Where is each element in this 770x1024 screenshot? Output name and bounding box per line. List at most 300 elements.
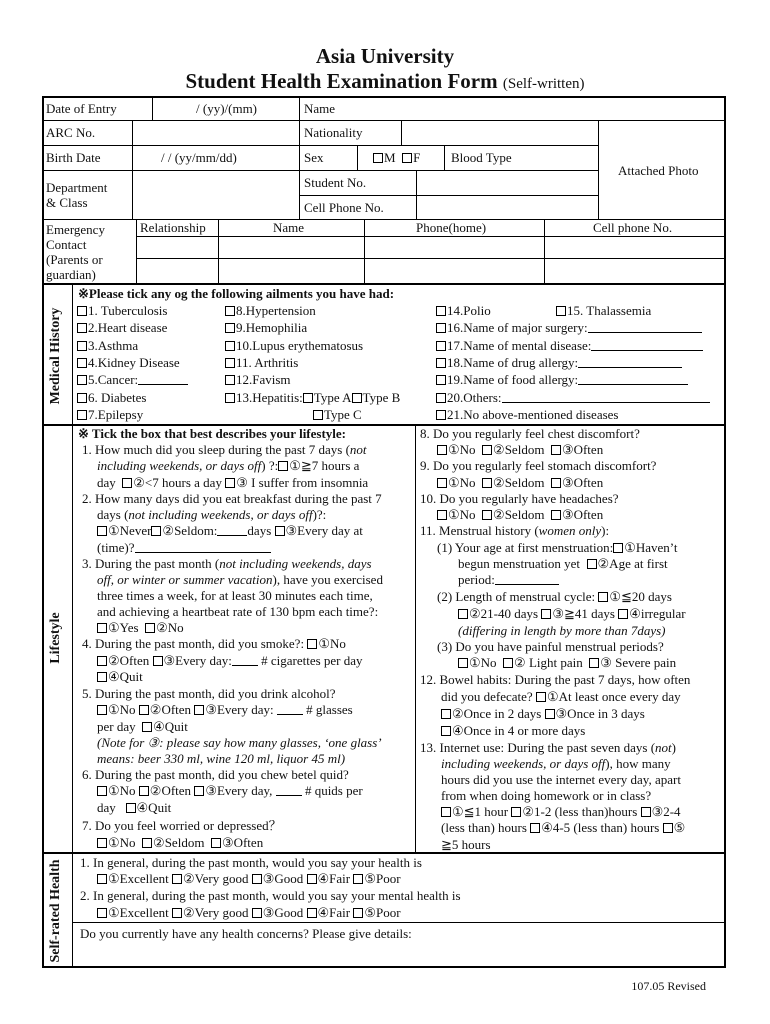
self-rated-q1-options <box>97 871 401 888</box>
col-divider <box>136 219 137 283</box>
rating-label: ①Excellent <box>108 905 169 920</box>
q4-opt2-label: ②Often <box>108 653 150 668</box>
q13-line-b <box>441 756 671 773</box>
q5-opt3-label: ③Every day: <box>205 702 274 717</box>
self-rated-section-label: Self-rated Health <box>48 859 63 963</box>
q5-note-line-2: means: beer 330 ml, wine 120 ml, liquor 45 ml) <box>97 751 346 766</box>
ailment-detail-blank[interactable] <box>588 321 702 333</box>
ailment-label: 2.Heart disease <box>88 320 168 336</box>
ailment-checkbox[interactable] <box>436 306 446 316</box>
ailment-checkbox[interactable] <box>436 375 446 385</box>
emergency-label-3: (Parents or <box>46 252 103 267</box>
q11-3-opt3-checkbox[interactable] <box>589 658 599 668</box>
thalassemia-checkbox[interactable] <box>556 306 566 316</box>
q2-opt1-checkbox[interactable] <box>97 526 107 536</box>
q1-text-italic: including weekends, or days off <box>97 458 262 473</box>
q8-opt3-label: ③Often <box>561 442 604 457</box>
q11-3-opt1-label: ①No <box>469 655 497 670</box>
q11-text: ): <box>601 523 610 538</box>
q5-opt3-checkbox[interactable] <box>194 705 204 715</box>
ailment-detail-blank[interactable] <box>578 356 682 368</box>
ailment-item[interactable] <box>77 390 146 407</box>
q1-line-a <box>82 442 367 459</box>
q11-3-opt2-label: ② Light pain <box>514 655 583 670</box>
ailment-label: 14.Polio <box>447 303 491 318</box>
q11-text: 11. Menstrual history ( <box>420 523 539 538</box>
q3-no-checkbox[interactable] <box>145 623 155 633</box>
ailment-detail-blank[interactable] <box>502 391 710 403</box>
q8-opt2-label: ②Seldom <box>493 442 545 457</box>
q10-line-a: 10. Do you regularly have headaches? <box>420 491 619 506</box>
ailment-label: 11. Arthritis <box>236 354 299 370</box>
q4-line-a <box>82 636 346 653</box>
col-divider <box>598 120 599 219</box>
row-divider <box>136 258 726 259</box>
ailment-item[interactable] <box>77 338 138 355</box>
q4-line-b <box>97 653 363 670</box>
ailment-checkbox[interactable] <box>77 323 87 333</box>
col-divider <box>364 219 365 283</box>
health-concerns-input[interactable] <box>74 944 724 966</box>
q11-2-opt1-checkbox[interactable] <box>598 592 608 602</box>
ailment-checkbox[interactable] <box>225 323 235 333</box>
q11-2-opt1-label: ①≦20 days <box>609 589 672 604</box>
row-divider <box>299 195 598 196</box>
col-divider <box>401 120 402 145</box>
hepatitis-type-checkbox[interactable] <box>352 393 362 403</box>
ailment-checkbox[interactable] <box>436 323 446 333</box>
ailment-label: 16.Name of major surgery: <box>447 320 588 336</box>
q2-text: )?: <box>312 507 327 522</box>
medical-heading: ※Please tick any og the following ailments you have had: <box>78 286 395 301</box>
q1-opt1-checkbox[interactable] <box>278 461 288 471</box>
q6-quids-blank[interactable] <box>276 784 302 796</box>
rating-checkbox[interactable] <box>307 908 317 918</box>
q11-3-opt3-label: ③ Severe pain <box>600 655 677 670</box>
ailment-label: Type C <box>324 406 362 422</box>
q2-opt3-checkbox[interactable] <box>275 526 285 536</box>
rating-label: ②Very good <box>183 905 249 920</box>
q12-line-b <box>441 689 681 706</box>
q9-opt3-checkbox[interactable] <box>551 478 561 488</box>
q13-text-italic: including weekends, or days off <box>441 756 606 771</box>
q12-opt2-checkbox[interactable] <box>441 709 451 719</box>
q3-yes-checkbox[interactable] <box>97 623 107 633</box>
section-divider <box>42 283 726 285</box>
q11-3-opt1-checkbox[interactable] <box>458 658 468 668</box>
ailment-detail-blank[interactable] <box>138 373 188 385</box>
ailment-item[interactable] <box>313 407 362 424</box>
q11-1-opt1-label: ①Haven’t <box>624 540 678 555</box>
birth-date-format: / / (yy/mm/dd) <box>161 150 237 165</box>
q11-3-opt2-checkbox[interactable] <box>503 658 513 668</box>
q11-2-line-a <box>437 589 672 606</box>
ailment-label: 13.Hepatitis: <box>236 389 303 405</box>
sex-label: Sex <box>304 150 324 165</box>
q4-cigarettes-label: # cigarettes per day <box>261 653 363 668</box>
q2-opt1-label: ①Never <box>108 523 152 538</box>
q2-days-blank[interactable] <box>217 524 247 536</box>
ailment-checkbox[interactable] <box>436 393 446 403</box>
ailment-checkbox[interactable] <box>225 306 235 316</box>
medical-history-section-label: Medical History <box>48 307 63 405</box>
birth-date-label: Birth Date <box>46 150 101 165</box>
q4-opt2-checkbox[interactable] <box>97 656 107 666</box>
self-rated-q1: 1. In general, during the past month, would you say your health is <box>80 855 422 870</box>
ailment-item[interactable] <box>436 338 703 355</box>
lifestyle-heading: ※ Tick the box that best describes your lifestyle: <box>78 426 346 441</box>
ailment-checkbox[interactable] <box>77 358 87 368</box>
col-divider <box>132 120 133 219</box>
self-rated-q2: 2. In general, during the past month, would you say your mental health is <box>80 888 461 903</box>
ailment-label: 19.Name of food allergy: <box>447 372 579 388</box>
q1-opt2-checkbox[interactable] <box>122 478 132 488</box>
q9-line-a: 9. Do you regularly feel stomach discomfort? <box>420 458 657 473</box>
q5-text: per day <box>97 719 136 734</box>
q6-opt3-checkbox[interactable] <box>194 786 204 796</box>
q7-opt2-checkbox[interactable] <box>142 838 152 848</box>
q11-2-opt4-checkbox[interactable] <box>618 609 628 619</box>
q3-line-e <box>97 620 184 637</box>
ailment-item[interactable] <box>436 320 702 337</box>
sex-options <box>373 150 420 166</box>
q3-line-b <box>97 572 383 589</box>
class-label: & Class <box>46 195 88 210</box>
q11-2-opt3-checkbox[interactable] <box>541 609 551 619</box>
rating-label: ④Fair <box>317 905 351 920</box>
q3-line-d: and achieving a heartbeat rate of 130 bpm each time?: <box>97 604 379 619</box>
q4-opt1-label: ①No <box>318 636 346 651</box>
q5-opt4-label: ④Quit <box>153 719 188 734</box>
q13-opt2-label: ②1-2 (less than)hours <box>522 804 638 819</box>
q11-1-text: period: <box>458 572 495 587</box>
rating-checkbox[interactable] <box>97 908 107 918</box>
rating-checkbox[interactable] <box>353 908 363 918</box>
q5-opt2-label: ②Often <box>149 702 192 717</box>
q12-opt3-checkbox[interactable] <box>545 709 555 719</box>
col-divider <box>416 170 417 219</box>
ailment-item[interactable] <box>225 390 400 407</box>
ailment-item[interactable] <box>225 303 316 320</box>
q5-opt2-checkbox[interactable] <box>139 705 149 715</box>
q1-text: 1. How much did you sleep during the past 7 days ( <box>82 442 350 457</box>
rating-checkbox[interactable] <box>97 874 107 884</box>
q11-1-opt2-checkbox[interactable] <box>587 559 597 569</box>
ailment-label: 18.Name of drug allergy: <box>447 354 579 370</box>
attached-photo-label: Attached Photo <box>618 163 699 178</box>
q4-opt4-label: ④Quit <box>108 669 143 684</box>
q1-text-italic: not <box>349 442 367 457</box>
ailment-detail-blank[interactable] <box>591 339 703 351</box>
q1-opt2-label: ②<7 hours a day <box>133 475 222 490</box>
col-divider <box>152 96 153 120</box>
q13-line-a: 13. Internet use: During the past seven days (not) <box>420 740 676 755</box>
hepatitis-type-label: Type B <box>362 389 401 405</box>
thalassemia-label: 15. Thalassemia <box>567 303 652 318</box>
rating-label: ⑤Poor <box>364 871 401 886</box>
q2-opt2-label: ②Seldom: <box>162 523 218 538</box>
q2-line-a: 2. How many days did you eat breakfast during the past 7 <box>82 491 382 506</box>
sex-f-checkbox[interactable] <box>402 153 412 163</box>
q12-text: did you defecate? <box>441 689 533 704</box>
rating-checkbox[interactable] <box>172 874 182 884</box>
cell-phone-label: Cell Phone No. <box>304 200 384 215</box>
q6-opt1-label: ①No <box>108 783 136 798</box>
sex-f-label: F <box>413 150 421 165</box>
q5-opt1-checkbox[interactable] <box>97 705 107 715</box>
ailment-checkbox[interactable] <box>436 358 446 368</box>
ailment-item[interactable] <box>436 407 618 424</box>
q12-opt2-label: ②Once in 2 days <box>452 706 542 721</box>
q12-opt1-checkbox[interactable] <box>536 692 546 702</box>
q3-line-c: three times a week, for at least 30 minutes each time, <box>97 588 373 603</box>
q11-2-text: (2) Length of menstrual cycle: <box>437 589 596 604</box>
nationality-label: Nationality <box>304 125 363 140</box>
ailment-checkbox[interactable] <box>436 410 446 420</box>
q11-1-opt2-label: ②Age at first <box>597 556 668 571</box>
col-name: Name <box>273 220 305 235</box>
q13-line-f <box>441 820 685 837</box>
q13-text: 13. Internet use: During the past seven days ( <box>420 740 656 755</box>
q6-quids-label: # quids per <box>304 783 363 798</box>
q12-line-d <box>441 723 585 740</box>
q13-opt4-label: ④4-5 (less than) hours <box>541 820 660 835</box>
q4-line-c <box>97 669 143 686</box>
q7-opt1-checkbox[interactable] <box>97 838 107 848</box>
ailment-item[interactable] <box>436 390 710 407</box>
ailment-label: 4.Kidney Disease <box>88 354 180 370</box>
q2-opt2-checkbox[interactable] <box>151 526 161 536</box>
q13-opt2-checkbox[interactable] <box>511 807 521 817</box>
rating-checkbox[interactable] <box>252 874 262 884</box>
q13-opt5-label: ⑤ <box>673 820 686 835</box>
ailment-checkbox[interactable] <box>225 341 235 351</box>
q13-opt5-checkbox[interactable] <box>663 823 673 833</box>
q4-cigarettes-blank[interactable] <box>232 654 258 666</box>
q2-text: days ( <box>97 507 129 522</box>
q11-1-text: begun menstruation yet <box>458 556 581 571</box>
q4-text: 4. During the past month, did you smoke?: <box>82 636 305 651</box>
q11-2-line-b <box>458 606 686 623</box>
q2-opt3-label: ③Every day at <box>285 523 363 538</box>
q3-line-a <box>82 556 372 573</box>
q5-glasses-blank[interactable] <box>277 703 303 715</box>
q6-opt3-label: ③Every day, <box>205 783 273 798</box>
q11-3-line-b <box>458 655 676 672</box>
health-concerns-label: Do you currently have any health concerns? Please give details: <box>80 926 412 941</box>
q4-opt3-checkbox[interactable] <box>153 656 163 666</box>
rating-label: ②Very good <box>183 871 249 886</box>
ailment-label: 20.Others: <box>447 389 502 405</box>
q8-line-a: 8. Do you regularly feel chest discomfort? <box>420 426 640 441</box>
q13-line-c: hours did you use the internet every day, apart <box>441 772 681 787</box>
col-divider <box>72 283 73 968</box>
ailment-label: 9.Hemophilia <box>236 320 308 336</box>
q6-line-a: 6. During the past month, did you chew betel quid? <box>82 767 349 782</box>
q13-opt1-label: ①≦1 hour <box>452 804 509 819</box>
q2-line-b <box>97 507 326 524</box>
q8-line-b <box>437 442 603 459</box>
q8-opt3-checkbox[interactable] <box>551 445 561 455</box>
q13-opt1-checkbox[interactable] <box>441 807 451 817</box>
q4-opt4-checkbox[interactable] <box>97 672 107 682</box>
q2-time-blank[interactable] <box>135 541 271 553</box>
ailment-label: 5.Cancer: <box>88 372 139 388</box>
q3-text-italic: off, or winter or summer vacation <box>97 572 273 587</box>
ailment-label: 6. Diabetes <box>88 389 147 405</box>
q1-line-c <box>97 475 368 492</box>
q11-2-opt3-label: ③≧41 days <box>552 606 615 621</box>
q9-opt1-label: ①No <box>448 475 476 490</box>
ailment-checkbox[interactable] <box>436 341 446 351</box>
ailment-item[interactable] <box>436 355 682 372</box>
ailment-checkbox[interactable] <box>77 375 87 385</box>
rating-checkbox[interactable] <box>353 874 363 884</box>
ailment-checkbox[interactable] <box>313 410 323 420</box>
q10-line-b <box>437 507 603 524</box>
q12-line-a: 12. Bowel habits: During the past 7 days, how often <box>420 672 691 687</box>
q8-opt2-checkbox[interactable] <box>482 445 492 455</box>
col-relationship: Relationship <box>140 220 206 235</box>
q2-days-label: days <box>247 523 272 538</box>
q2-line-d <box>97 540 271 557</box>
rating-label: ③Good <box>262 871 304 886</box>
ailment-label: 3.Asthma <box>88 337 139 353</box>
q3-text-italic: not including weekends, days <box>219 556 372 571</box>
ailment-item[interactable] <box>77 407 143 424</box>
q13-line-d: from when doing homework or in class? <box>441 788 652 803</box>
ailment-item[interactable] <box>77 303 167 320</box>
ailment-item[interactable] <box>225 320 307 337</box>
q5-note-line-1: (Note for ③: please say how many glasses, ‘one glass’ <box>97 735 382 750</box>
row-divider <box>42 120 726 121</box>
rating-checkbox[interactable] <box>307 874 317 884</box>
q1-line-b <box>97 458 359 475</box>
q12-opt3-label: ③Once in 3 days <box>555 706 645 721</box>
ailment-item[interactable] <box>225 355 298 372</box>
q10-opt1-checkbox[interactable] <box>437 510 447 520</box>
q1-opt1-label: ①≧7 hours a <box>289 458 360 473</box>
q4-opt1-checkbox[interactable] <box>307 639 317 649</box>
ailment-item[interactable] <box>77 355 180 372</box>
ailment-checkbox[interactable] <box>225 393 235 403</box>
sex-m-label: M <box>384 150 396 165</box>
thalassemia-item[interactable] <box>556 303 651 320</box>
blood-type-label: Blood Type <box>451 150 512 165</box>
q12-line-c <box>441 706 645 723</box>
ailment-item[interactable] <box>436 372 688 389</box>
q2-text-italic: not including weekends, or days off <box>128 507 313 522</box>
ailment-item[interactable] <box>77 372 188 389</box>
q5-opt1-label: ①No <box>108 702 136 717</box>
q6-opt2-checkbox[interactable] <box>139 786 149 796</box>
col-cell-phone: Cell phone No. <box>593 220 673 235</box>
rating-label: ①Excellent <box>108 871 169 886</box>
q11-3-line-a: (3) Do you have painful menstrual periods? <box>437 639 664 654</box>
q11-text-italic: women only <box>538 523 602 538</box>
q7-line-a: 7. Do you feel worried or depressed？ <box>82 818 282 833</box>
q13-text-italic: not <box>655 740 672 755</box>
col-phone-home: Phone(home) <box>416 220 487 235</box>
sex-m-checkbox[interactable] <box>373 153 383 163</box>
emergency-label-2: Contact <box>46 237 87 252</box>
ailment-checkbox[interactable] <box>77 393 87 403</box>
q11-2-line-c: (differing in length by more than 7days) <box>458 623 666 638</box>
col-divider <box>357 145 358 170</box>
rating-checkbox[interactable] <box>252 908 262 918</box>
ailment-label: 21.No above-mentioned diseases <box>447 406 619 422</box>
emergency-label-4: guardian) <box>46 267 96 282</box>
q11-1-opt1-checkbox[interactable] <box>613 543 623 553</box>
q13-opt3-checkbox[interactable] <box>641 807 651 817</box>
ailment-checkbox[interactable] <box>225 358 235 368</box>
q12-opt1-label: ①At least once every day <box>546 689 681 704</box>
rating-checkbox[interactable] <box>172 908 182 918</box>
q7-opt2-label: ②Seldom <box>153 835 205 850</box>
ailment-item[interactable] <box>225 338 363 355</box>
q11-1-age-blank[interactable] <box>495 573 559 585</box>
row-divider <box>42 145 598 146</box>
q6-line-c <box>97 800 171 817</box>
ailment-detail-blank[interactable] <box>578 373 688 385</box>
revision-note: 107.05 Revised <box>631 979 706 993</box>
q10-opt2-checkbox[interactable] <box>482 510 492 520</box>
rating-label: ④Fair <box>317 871 351 886</box>
q2-time-label: (time)? <box>97 540 135 555</box>
q11-1-text: (1) Your age at first menstruation: <box>437 540 614 555</box>
q9-opt2-label: ②Seldom <box>493 475 545 490</box>
q13-line-e <box>441 804 681 821</box>
q11-2-opt2-checkbox[interactable] <box>458 609 468 619</box>
ailment-item[interactable] <box>225 372 291 389</box>
q13-text: (less than) hours <box>441 820 527 835</box>
q3-text: 3. During the past month ( <box>82 556 220 571</box>
q3-text: ), have you exercised <box>272 572 383 587</box>
ailment-checkbox[interactable] <box>77 306 87 316</box>
q6-opt4-label: ④Quit <box>136 800 172 815</box>
date-of-entry-label: Date of Entry <box>46 101 117 116</box>
q11-2-opt4-label: ④irregular <box>629 606 686 621</box>
ailment-checkbox[interactable] <box>225 375 235 385</box>
ailment-item[interactable] <box>77 320 167 337</box>
row-divider <box>136 236 726 237</box>
q8-opt1-label: ①No <box>448 442 476 457</box>
row-divider <box>72 922 726 923</box>
q8-opt1-checkbox[interactable] <box>437 445 447 455</box>
q7-line-b <box>97 835 263 852</box>
q9-opt2-checkbox[interactable] <box>482 478 492 488</box>
q11-2-opt2-label: ②21-40 days <box>469 606 539 621</box>
q10-opt3-checkbox[interactable] <box>551 510 561 520</box>
q6-opt4-checkbox[interactable] <box>126 803 136 813</box>
q9-opt1-checkbox[interactable] <box>437 478 447 488</box>
q12-opt4-checkbox[interactable] <box>441 726 451 736</box>
form-title-text: Student Health Examination Form <box>185 69 498 93</box>
ailment-item[interactable] <box>436 303 491 320</box>
q7-opt3-checkbox[interactable] <box>211 838 221 848</box>
q1-opt3-checkbox[interactable] <box>225 478 235 488</box>
q5-line-c <box>97 719 188 736</box>
q4-opt3-label: ③Every day: <box>163 653 232 668</box>
q5-opt4-checkbox[interactable] <box>142 722 152 732</box>
ailment-checkbox[interactable] <box>77 341 87 351</box>
rating-label: ③Good <box>262 905 304 920</box>
ailment-checkbox[interactable] <box>77 410 87 420</box>
q6-opt1-checkbox[interactable] <box>97 786 107 796</box>
hepatitis-type-checkbox[interactable] <box>303 393 313 403</box>
q13-opt4-checkbox[interactable] <box>530 823 540 833</box>
form-title <box>0 69 770 94</box>
